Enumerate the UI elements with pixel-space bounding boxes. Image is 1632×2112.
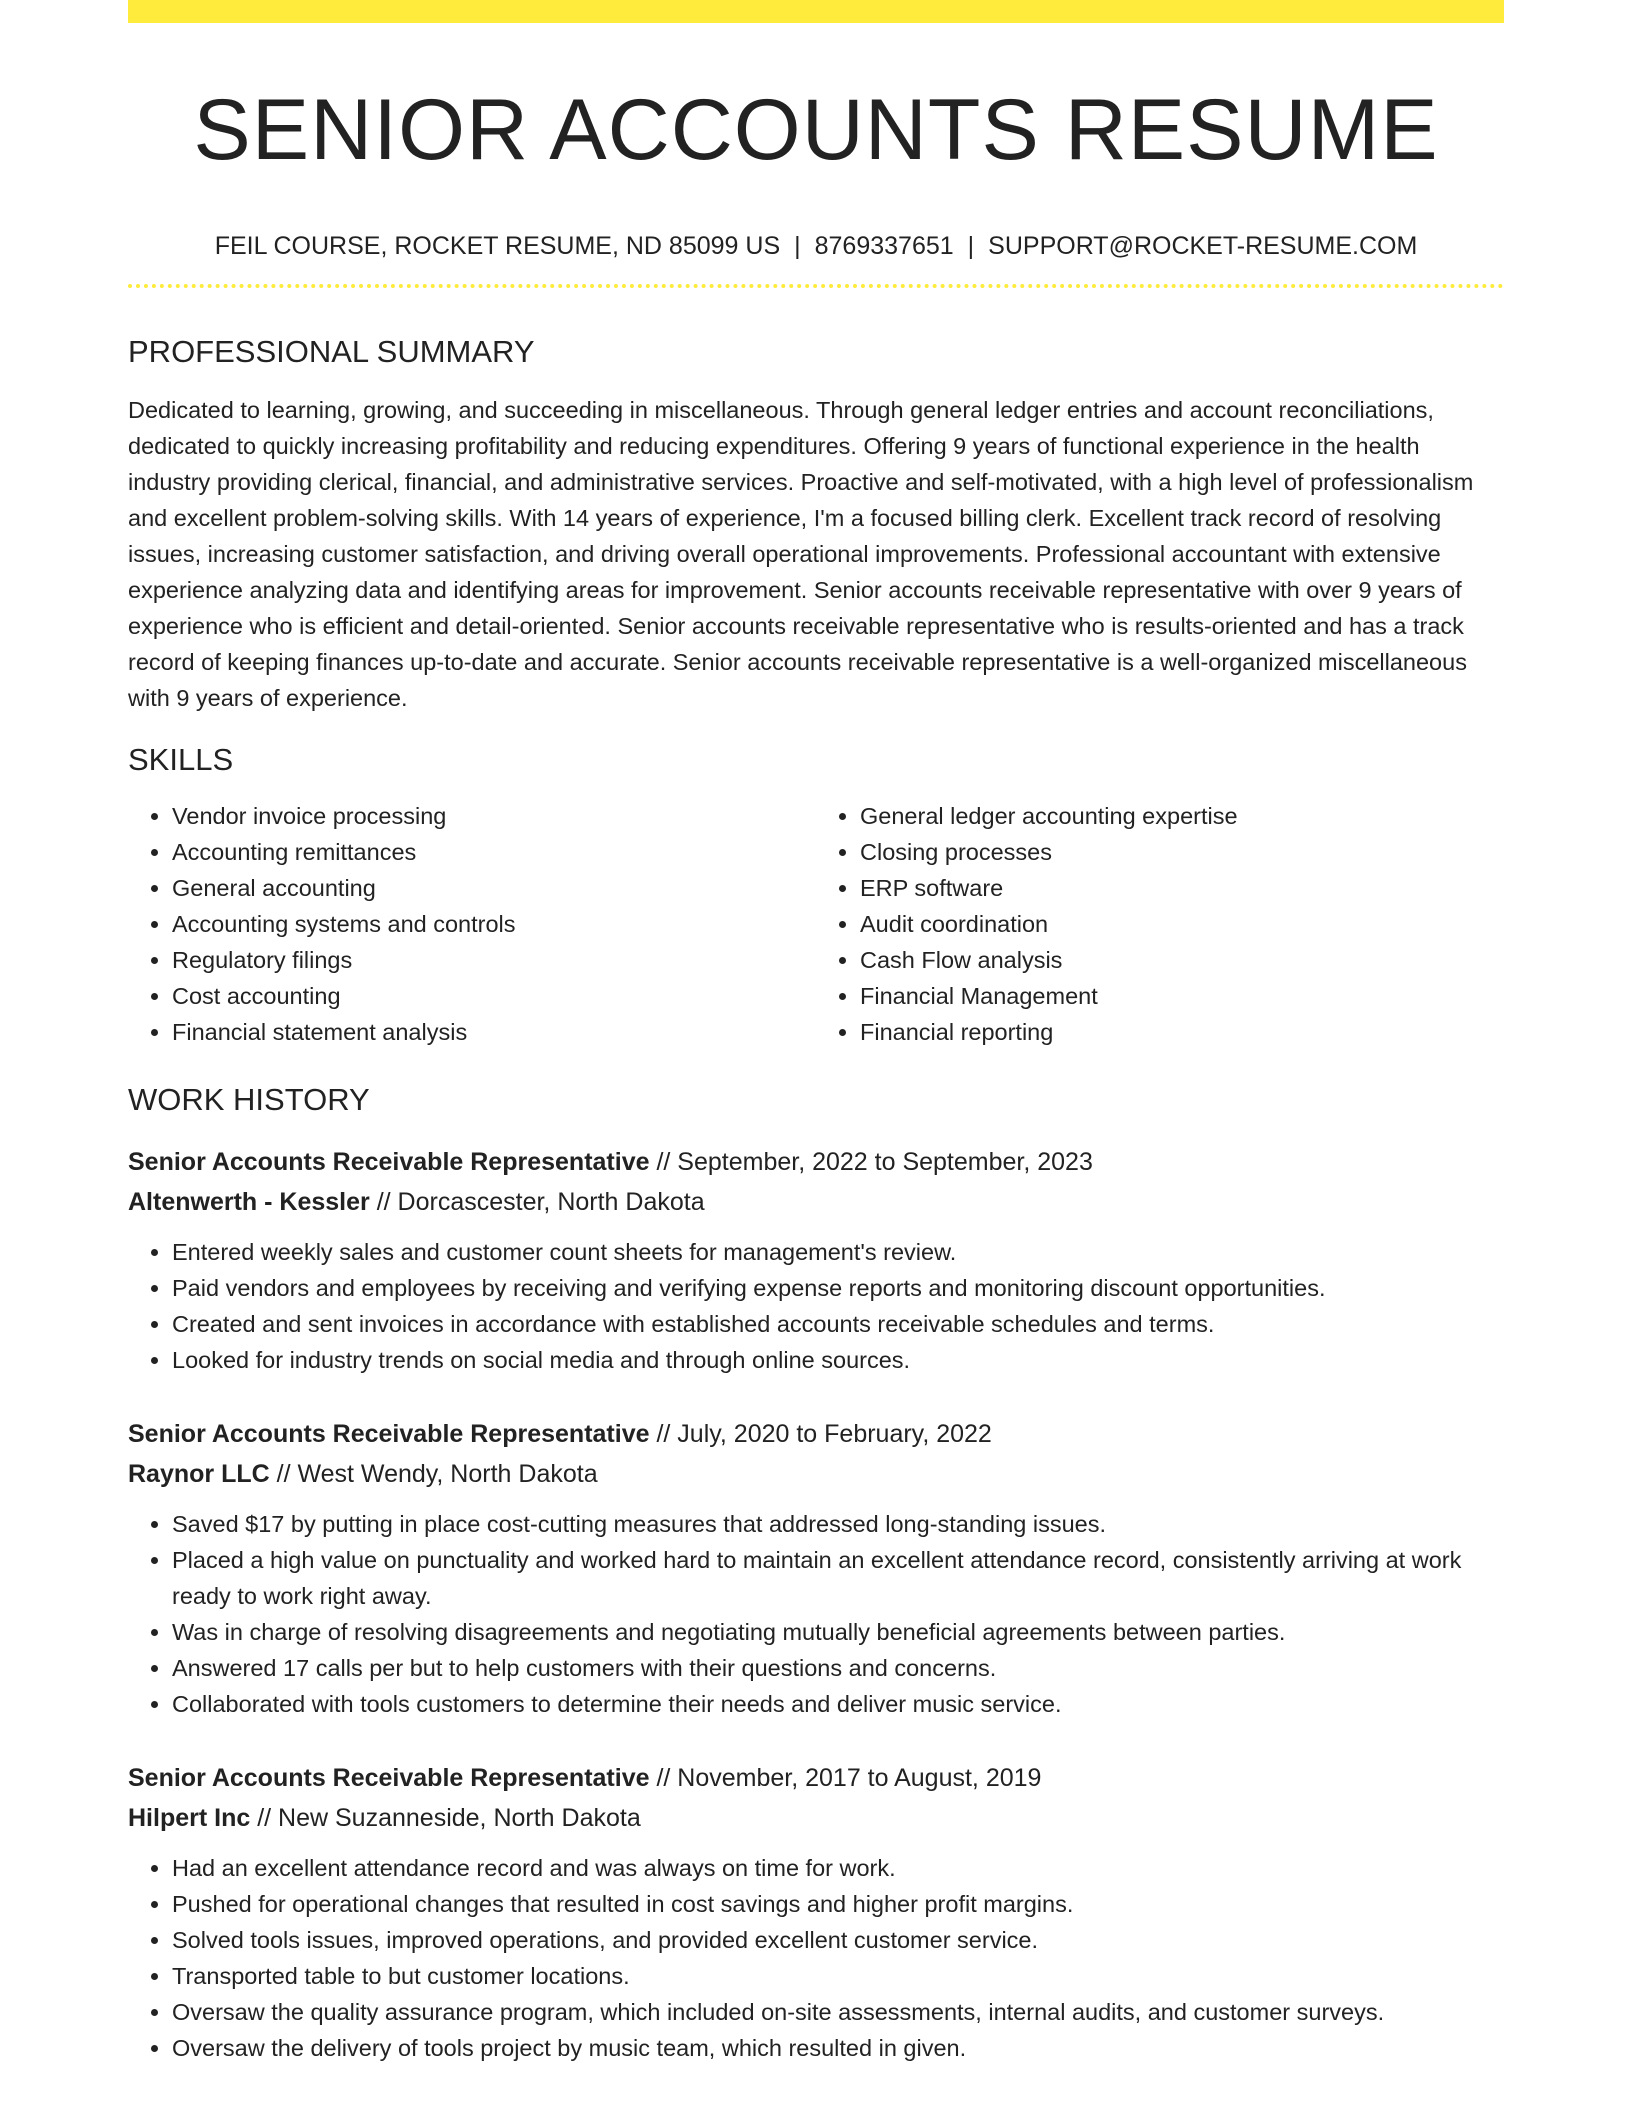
job-bullets xyxy=(128,1234,1504,1378)
job-company-line xyxy=(128,1454,1504,1494)
job-bullet: • Was in charge of resolving disagreements and negotiating mutually beneficial agreements between parties. xyxy=(172,1614,1504,1650)
skill-item: • General ledger accounting expertise xyxy=(860,798,1504,834)
skills-column-left xyxy=(128,798,816,1050)
work-history-heading: WORK HISTORY xyxy=(128,1082,370,1117)
skill-item: • Accounting remittances xyxy=(172,834,816,870)
job-location: // West Wendy, North Dakota xyxy=(276,1460,598,1488)
job-bullet: • Collaborated with tools customers to determine their needs and deliver music service. xyxy=(172,1686,1504,1722)
job-company-line xyxy=(128,1182,1504,1222)
job-bullet: • Transported table to but customer locations. xyxy=(172,1958,1504,1994)
contact-phone: 8769337651 xyxy=(814,232,954,260)
job-bullets xyxy=(128,1850,1504,2066)
job-company: Raynor LLC xyxy=(128,1460,270,1488)
skill-item: • Financial Management xyxy=(860,978,1504,1014)
skill-item: • Cost accounting xyxy=(172,978,816,1014)
job-bullet: • Looked for industry trends on social media and through online sources. xyxy=(172,1342,1504,1378)
summary-text: Dedicated to learning, growing, and succeeding in miscellaneous. Through general ledger entries and account reconciliations, dedicated to quickly increasing profitability and reducing expenditures. Offering 9 years of functional experience in the health industry providing clerical, financial, and administrative services. Proactive and self-motivated, with a high level of professionalism and excellent problem-solving skills. With 14 years of experience, I'm a focused billing clerk. Excellent track record of resolving issues, increasing customer satisfaction, and driving overall operational improvements. Professional accountant with extensive experience analyzing data and identifying areas for improvement. Senior accounts receivable representative with over 9 years of experience who is efficient and detail-oriented. Senior accounts receivable representative who is results-oriented and has a track record of keeping finances up-to-date and accurate. Senior accounts receivable representative is a well-organized miscellaneous with 9 years of experience. xyxy=(128,397,1474,711)
contact-address: FEIL COURSE, ROCKET RESUME, ND 85099 US xyxy=(214,232,781,260)
job-bullet: • Had an excellent attendance record and was always on time for work. xyxy=(172,1850,1504,1886)
skill-item: • ERP software xyxy=(860,870,1504,906)
job-bullet: • Pushed for operational changes that resulted in cost savings and higher profit margins. xyxy=(172,1886,1504,1922)
job-bullet: • Oversaw the delivery of tools project by music team, which resulted in given. xyxy=(172,2030,1504,2066)
job-company-line xyxy=(128,1798,1504,1838)
job-dates: // November, 2017 to August, 2019 xyxy=(656,1764,1042,1792)
job-bullet: • Solved tools issues, improved operations, and provided excellent customer service. xyxy=(172,1922,1504,1958)
job-location: // Dorcascester, North Dakota xyxy=(376,1188,705,1216)
skill-item: • Audit coordination xyxy=(860,906,1504,942)
job-dates: // July, 2020 to February, 2022 xyxy=(656,1420,992,1448)
job-title-line xyxy=(128,1142,1504,1182)
job-bullet: • Paid vendors and employees by receiving and verifying expense reports and monitoring discount opportunities. xyxy=(172,1270,1504,1306)
resume-content xyxy=(128,0,1504,2066)
skill-item: • Cash Flow analysis xyxy=(860,942,1504,978)
skill-item: • Financial statement analysis xyxy=(172,1014,816,1050)
dotted-divider xyxy=(128,284,1504,288)
job-company: Hilpert Inc xyxy=(128,1804,251,1832)
job-location: // New Suzanneside, North Dakota xyxy=(257,1804,641,1832)
skill-item: • Closing processes xyxy=(860,834,1504,870)
contact-separator: | xyxy=(794,232,801,260)
skills-column-right xyxy=(816,798,1504,1050)
skill-item: • General accounting xyxy=(172,870,816,906)
job-bullet: • Oversaw the quality assurance program, which included on-site assessments, internal audits, and customer surveys. xyxy=(172,1994,1504,2030)
job-title: Senior Accounts Receivable Representative xyxy=(128,1764,650,1792)
skill-item: • Accounting systems and controls xyxy=(172,906,816,942)
skills-list xyxy=(128,798,1504,1050)
resume-title: SENIOR ACCOUNTS RESUME xyxy=(193,82,1439,178)
job-title-line xyxy=(128,1758,1504,1798)
contact-separator: | xyxy=(967,232,975,260)
skill-item: • Vendor invoice processing xyxy=(172,798,816,834)
job-entry xyxy=(128,1758,1504,2066)
summary-heading: PROFESSIONAL SUMMARY xyxy=(128,334,535,369)
skill-item: • Regulatory filings xyxy=(172,942,816,978)
job-bullet: • Answered 17 calls per but to help customers with their questions and concerns. xyxy=(172,1650,1504,1686)
job-entry xyxy=(128,1142,1504,1378)
job-entry xyxy=(128,1414,1504,1722)
job-title: Senior Accounts Receivable Representative xyxy=(128,1148,650,1176)
job-bullet: • Entered weekly sales and customer count sheets for management's review. xyxy=(172,1234,1504,1270)
job-dates: // September, 2022 to September, 2023 xyxy=(656,1148,1093,1176)
contact-line xyxy=(128,230,1504,262)
job-bullets xyxy=(128,1506,1504,1722)
job-bullet: • Placed a high value on punctuality and worked hard to maintain an excellent attendance record, consistently arriving at work ready to work right away. xyxy=(172,1542,1504,1614)
job-company: Altenwerth - Kessler xyxy=(128,1188,370,1216)
job-bullet: • Saved $17 by putting in place cost-cutting measures that addressed long-standing issues. xyxy=(172,1506,1504,1542)
contact-email: SUPPORT@ROCKET-RESUME.COM xyxy=(988,232,1418,260)
job-bullet: • Created and sent invoices in accordance with established accounts receivable schedules and terms. xyxy=(172,1306,1504,1342)
job-title-line xyxy=(128,1414,1504,1454)
job-title: Senior Accounts Receivable Representative xyxy=(128,1420,650,1448)
skills-heading: SKILLS xyxy=(128,742,234,777)
skill-item: • Financial reporting xyxy=(860,1014,1504,1050)
